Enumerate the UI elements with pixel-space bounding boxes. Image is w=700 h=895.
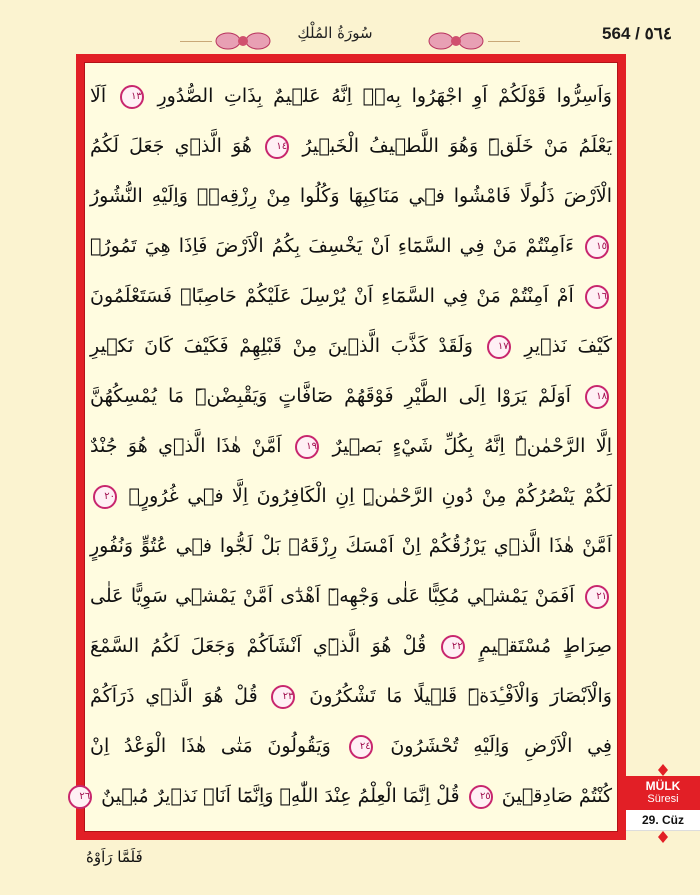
verse-line: اَمَّنْ هٰذَا الَّذ۪ي يَرْزُقُكُمْ اِنْ اَمْسَكَ رِزْقَهُۚ بَلْ لَجُّوا ف۪ي عُتُوٍّ وَنُفُورٍ — [90, 535, 612, 557]
ayah-marker: ٢٤ — [349, 735, 373, 759]
verse-line: يَعْلَمُ مَنْ خَلَقَۜ وَهُوَ اللَّط۪يفُ الْخَب۪يرُ ١٤ هُوَ الَّذ۪ي جَعَلَ لَكُمُ — [90, 135, 612, 157]
ornament-left-icon — [214, 30, 272, 52]
verse-line: ١٨ اَوَلَمْ يَرَوْا اِلَى الطَّيْرِ فَوْقَهُمْ صَٓافَّاتٍ وَيَقْبِضْنَۜ مَا يُمْسِكُهُنَّ — [90, 385, 607, 407]
fleur-ornament-icon — [626, 764, 700, 776]
ayah-marker: ١٦ — [585, 285, 609, 309]
header-rule-right — [488, 41, 520, 42]
ayah-marker: ١٨ — [585, 385, 609, 409]
ayah-marker: ١٣ — [120, 85, 144, 109]
verse-line: لَكُمْ يَنْصُرُكُمْ مِنْ دُونِ الرَّحْمٰنِۜ اِنِ الْكَافِرُونَ اِلَّا ف۪ي غُرُورٍۚ ٢٠ — [90, 470, 612, 522]
ayah-marker: ١٩ — [295, 435, 319, 459]
side-surah-label: Süresi — [647, 793, 679, 805]
ayah-marker: ٢٢ — [441, 635, 465, 659]
ayah-marker: ٢٣ — [271, 685, 295, 709]
ayah-marker: ١٤ — [265, 135, 289, 159]
verse-line: وَالْاَبْصَارَ وَالْاَفْـِٔدَةَۜ قَل۪يلًا مَا تَشْكُرُونَ ٢٣ قُلْ هُوَ الَّذ۪ي ذَرَاَكُمْ — [90, 685, 612, 707]
side-surah-name: MÜLK — [645, 779, 681, 793]
verse-line: كَيْفَ نَذ۪يرِ ١٧ وَلَقَدْ كَذَّبَ الَّذ۪ينَ مِنْ قَبْلِهِمْ فَكَيْفَ كَانَ نَك۪يرِ — [90, 335, 612, 357]
verse-line: وَاَسِرُّوا قَوْلَكُمْ اَوِ اجْهَرُوا بِه۪ۜ اِنَّهُ عَل۪يمٌ بِذَاتِ الصُّدُورِ ١٣ اَلَا — [90, 85, 612, 107]
ayah-marker: ٢١ — [585, 585, 609, 609]
verse-line: ١٥ ءَاَمِنْتُمْ مَنْ فِي السَّمَٓاءِ اَنْ يَخْسِفَ بِكُمُ الْاَرْضَ فَاِذَا هِيَ تَمُورُۙ — [90, 235, 607, 257]
catchword: فَلَمَّا رَاَوْهُ — [86, 848, 143, 866]
ornament-right-icon — [427, 30, 485, 52]
verse-line: ١٦ اَمْ اَمِنْتُمْ مَنْ فِي السَّمَٓاءِ اَنْ يُرْسِلَ عَلَيْكُمْ حَاصِبًاۜ فَسَتَعْلَمُونَ — [90, 285, 607, 307]
ayah-marker: ٢٥ — [469, 785, 493, 809]
page-number: 564 / ٥٦٤ — [602, 24, 672, 43]
verse-line: الْاَرْضَ ذَلُولًا فَامْشُوا ف۪ي مَنَاكِبِهَا وَكُلُوا مِنْ رِزْقِه۪ۜ وَاِلَيْهِ النُّشُورُ — [90, 185, 612, 207]
side-surah-box — [626, 776, 700, 810]
ayah-marker: ١٥ — [585, 235, 609, 259]
surah-title: سُورَةُ المُلْكِ — [297, 24, 373, 42]
ayah-marker: ٢٦ — [68, 785, 92, 809]
ayah-marker: ١٧ — [487, 335, 511, 359]
surah-side-tab[interactable] — [626, 764, 700, 843]
verse-line: كُنْتُمْ صَادِق۪ينَ ٢٥ قُلْ اِنَّمَا الْعِلْمُ عِنْدَ اللّٰهِۖ وَاِنَّمَٓا اَنَا۬ نَذ۪يرٌ مُب۪ينٌ ٢٦ — [90, 770, 612, 822]
side-juz-label: 29. Cüz — [626, 810, 700, 831]
fleur-ornament-icon — [626, 831, 700, 843]
ayah-marker: ٢٠ — [93, 485, 117, 509]
page-header — [0, 0, 700, 60]
verse-text-block — [79, 70, 613, 825]
verse-line: ٢١ اَفَمَنْ يَمْش۪ي مُكِبًّا عَلٰى وَجْهِه۪ٓ اَهْدٰٓى اَمَّنْ يَمْش۪ي سَوِيًّا عَلٰى — [90, 585, 607, 607]
verse-line: صِرَاطٍ مُسْتَق۪يمٍ ٢٢ قُلْ هُوَ الَّذ۪ٓي اَنْشَاَكُمْ وَجَعَلَ لَكُمُ السَّمْعَ — [90, 635, 613, 657]
verse-line: فِي الْاَرْضِ وَاِلَيْهِ تُحْشَرُونَ ٢٤ وَيَقُولُونَ مَتٰى هٰذَا الْوَعْدُ اِنْ — [90, 735, 613, 757]
header-rule-left — [180, 41, 212, 42]
verse-line: اِلَّا الرَّحْمٰنُۜ اِنَّهُ بِكُلِّ شَيْءٍ بَص۪يرٌ ١٩ اَمَّنْ هٰذَا الَّذ۪ي هُوَ جُنْدٌ — [90, 435, 612, 457]
